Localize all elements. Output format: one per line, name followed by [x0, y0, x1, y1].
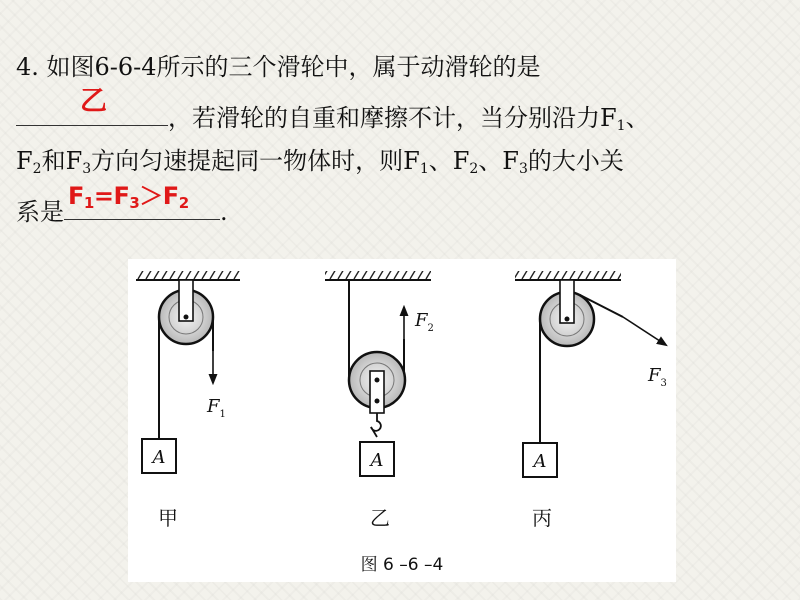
question-text: ，若滑轮的自重和摩擦不计，当分别沿力F	[168, 104, 617, 132]
weight-label: A	[152, 447, 166, 468]
weight-label: A	[533, 451, 547, 472]
force-label-f2: $F_2$	[415, 310, 434, 334]
weight-label: A	[370, 450, 384, 471]
force-label-f3: $F_3$	[648, 365, 667, 389]
bracket-pin	[375, 399, 380, 404]
answer-blank-2	[64, 182, 220, 220]
question-line-2	[16, 86, 650, 134]
question-text: 、	[625, 104, 650, 132]
question-line-3	[16, 146, 624, 176]
label-jia: 甲	[158, 506, 178, 530]
force-label-f1: $F_1$	[207, 396, 226, 420]
ceiling-hatch	[325, 271, 431, 280]
hook-icon	[371, 413, 381, 437]
question-text: 、F	[478, 147, 519, 175]
ceiling-hatch	[136, 271, 240, 280]
pulley-bracket	[370, 371, 384, 413]
subscript: 1	[616, 118, 626, 134]
subscript: 3	[82, 161, 92, 177]
answer-1: 乙	[80, 86, 107, 117]
pulley-figure	[128, 259, 676, 582]
pulley-axle	[375, 378, 380, 383]
question-line-1	[16, 52, 541, 82]
label-yi: 乙	[370, 506, 390, 530]
pulley-axle	[565, 317, 570, 322]
subscript: 2	[32, 161, 42, 177]
pulley-axle	[184, 315, 189, 320]
figure-caption: 图 6 –6 –4	[360, 555, 444, 575]
question-text: 和F	[41, 147, 83, 175]
answer-blank-1	[16, 86, 168, 126]
question-text: 、F	[428, 147, 470, 175]
pulley-jia	[136, 271, 240, 530]
question-text: .	[220, 198, 228, 226]
question-text: 方向匀速提起同一物体时，则F	[91, 147, 420, 175]
question-line-4	[16, 182, 228, 227]
force-arrow-f3	[623, 317, 666, 345]
ceiling-hatch	[515, 271, 621, 280]
subscript: 2	[469, 161, 479, 177]
question-text: 的大小关	[527, 147, 624, 175]
subscript: 1	[419, 161, 429, 177]
label-bing: 丙	[532, 506, 552, 530]
subscript: 3	[518, 161, 528, 177]
question-text: 4. 如图6-6-4所示的三个滑轮中，属于动滑轮的是	[16, 53, 541, 81]
question-text: F	[16, 147, 33, 175]
pulley-yi	[325, 271, 434, 530]
answer-2: $F_1=F_3>F_2$	[68, 182, 189, 212]
pulley-bing	[515, 271, 667, 530]
question-text: 系是	[16, 198, 64, 226]
